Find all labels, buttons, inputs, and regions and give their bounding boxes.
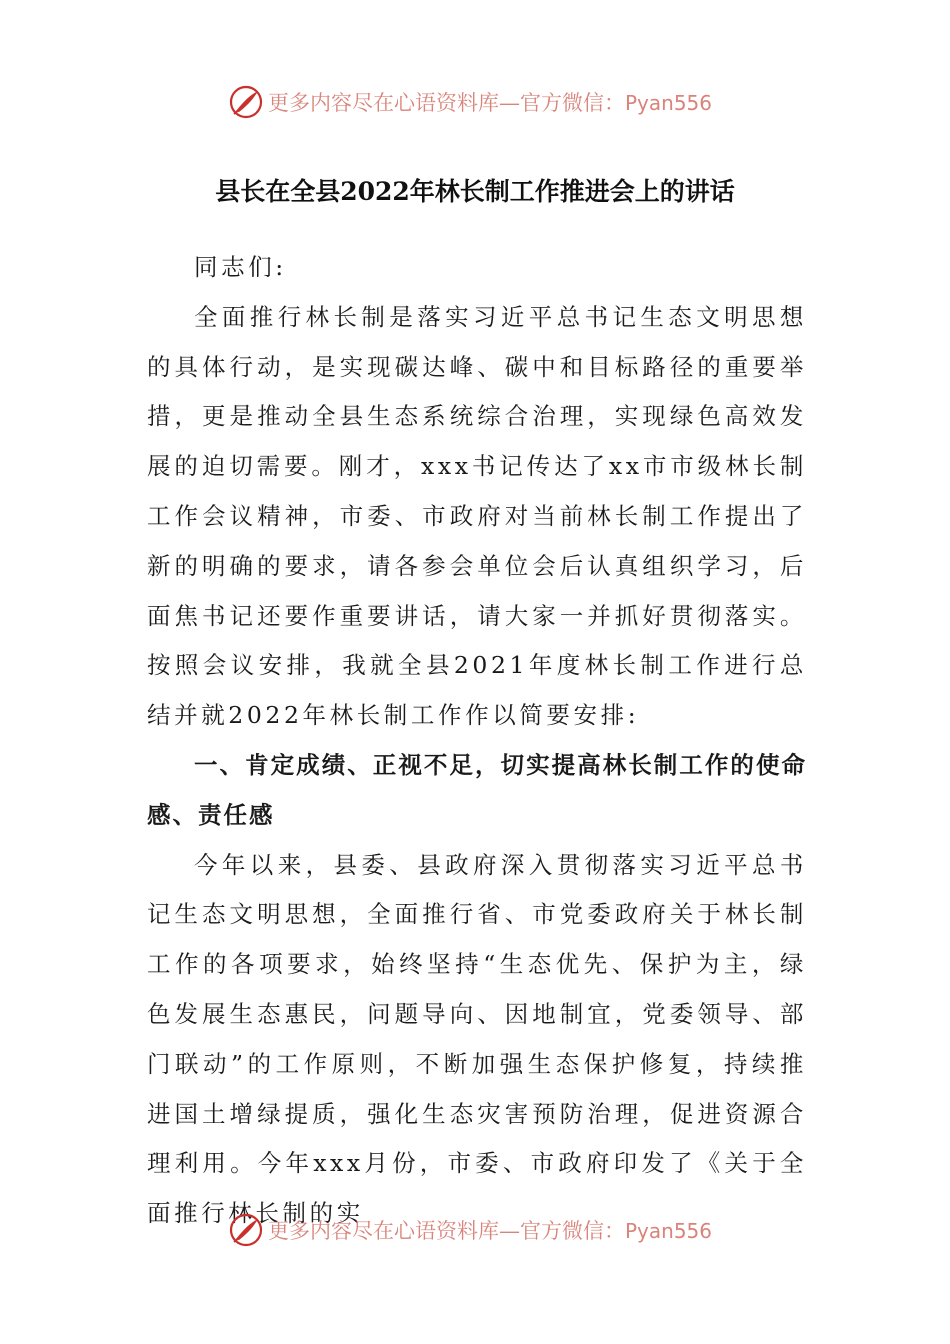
- document-title: 县长在全县2022年林长制工作推进会上的讲话: [215, 177, 735, 206]
- watermark-footer: [228, 1210, 748, 1250]
- quill-logo-icon: [228, 1212, 264, 1248]
- paragraph-section-1: 今年以来，县委、县政府深入贯彻落实习近平总书记生态文明思想，全面推行省、市党委政府关于林长制工作的各项要求，始终坚持“生态优先、保护为主，绿色发展生态惠民，问题导向、因地制宜，党委领导、部门联动”的工作原则，不断加强生态保护修复，持续推进国土增绿提质，强化生态灾害预防治理，促进资源合理利用。今年xxx月份，市委、市政府印发了《关于全面推行林长制的实: [147, 850, 807, 1228]
- watermark-text: 更多内容尽在心语资料库—官方微信：Pyan556: [268, 91, 713, 115]
- quill-logo-icon: [228, 84, 264, 120]
- salutation: 同志们:: [194, 253, 287, 281]
- document-body: [147, 243, 807, 1239]
- watermark-text: 更多内容尽在心语资料库—官方微信：Pyan556: [268, 1219, 713, 1243]
- section-heading-1: 一、肯定成绩、正视不足，切实提高林长制工作的使命感、责任感: [147, 750, 807, 829]
- watermark-header: [228, 82, 748, 122]
- paragraph-intro: 全面推行林长制是落实习近平总书记生态文明思想的具体行动，是实现碳达峰、碳中和目标路径的重要举措，更是推动全县生态系统综合治理，实现绿色高效发展的迫切需要。刚才，xxx书记传达了xx市市级林长制工作会议精神，市委、市政府对当前林长制工作提出了新的明确的要求，请各参会单位会后认真组织学习，后面焦书记还要作重要讲话，请大家一并抓好贯彻落实。按照会议安排，我就全县2021年度林长制工作进行总结并就2022年林长制工作作以简要安排:: [147, 302, 807, 730]
